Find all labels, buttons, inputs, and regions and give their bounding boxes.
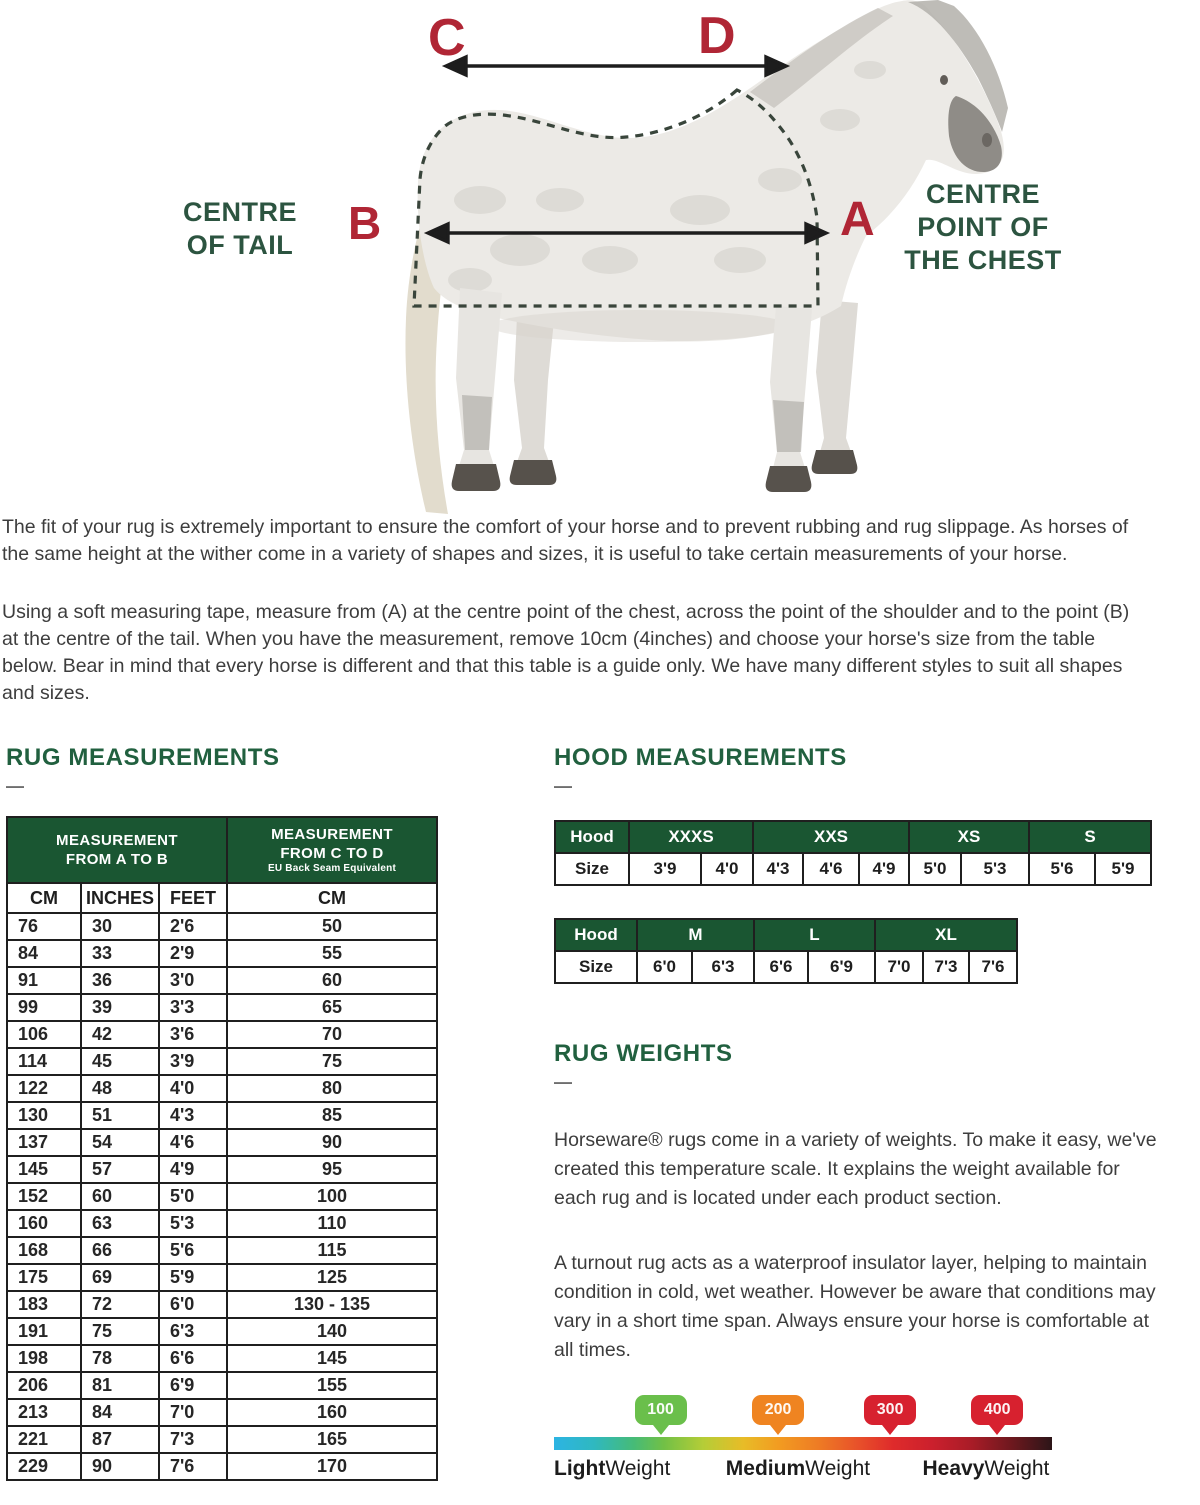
cell: 66 xyxy=(81,1237,159,1264)
scale-label-mediumweight: MediumWeight xyxy=(725,1457,871,1480)
horse-hoof xyxy=(452,464,501,491)
cell: 165 xyxy=(227,1426,437,1453)
cell: 4'9 xyxy=(159,1156,227,1183)
hood-size-value: 4'0 xyxy=(701,853,753,885)
hood-size-value: 6'0 xyxy=(637,951,692,983)
hood-size-value: 6'3 xyxy=(692,951,754,983)
table-row xyxy=(7,1210,437,1237)
cell: 175 xyxy=(7,1264,81,1291)
cell: 90 xyxy=(227,1129,437,1156)
cell: 2'9 xyxy=(159,940,227,967)
badge-pointer xyxy=(653,1425,669,1435)
hood-table-xxxs-to-s xyxy=(554,820,1152,886)
eu-back-seam-note: EU Back Seam Equivalent xyxy=(268,863,396,874)
hood-header-row xyxy=(555,821,1151,853)
cell: 60 xyxy=(227,967,437,994)
column-header-cm: CM xyxy=(7,883,81,913)
cell: 3'0 xyxy=(159,967,227,994)
cell: 100 xyxy=(227,1183,437,1210)
cell: 76 xyxy=(7,913,81,940)
table-row xyxy=(7,913,437,940)
horse-hoof xyxy=(766,466,812,492)
rug-table-group-header xyxy=(7,817,437,883)
cell: 5'9 xyxy=(159,1264,227,1291)
size-label: Size xyxy=(555,853,629,885)
column-header-inches: INCHES xyxy=(81,883,159,913)
column-header-feet: FEET xyxy=(159,883,227,913)
hood-size-value: 6'9 xyxy=(808,951,875,983)
cell: 5'6 xyxy=(159,1237,227,1264)
rug-weights-title: RUG WEIGHTS xyxy=(554,1040,733,1067)
size-label: Size xyxy=(555,951,637,983)
hood-label: Hood xyxy=(555,919,637,951)
cell: 65 xyxy=(227,994,437,1021)
cell: 145 xyxy=(7,1156,81,1183)
centre-of-tail-line1: CENTRE xyxy=(182,197,297,227)
table-row xyxy=(7,994,437,1021)
cell: 155 xyxy=(227,1372,437,1399)
scale-label-heavyweight: HeavyWeight xyxy=(922,1457,1050,1480)
hood-size-row xyxy=(555,951,1017,983)
badge-pointer xyxy=(882,1425,898,1435)
rug-weights-paragraph-2: A turnout rug acts as a waterproof insulator layer, helping to maintain condition in cold, wet weather. However be aware that conditions may vary in a short time span. Always ensure your horse is comfortable at all times. xyxy=(554,1252,1156,1361)
cell: 63 xyxy=(81,1210,159,1237)
section-dash: — xyxy=(554,1072,572,1092)
table-row xyxy=(7,1183,437,1210)
table-row xyxy=(7,1453,437,1480)
column-header-cm-2: CM xyxy=(227,883,437,913)
hood-size-value: 6'6 xyxy=(754,951,808,983)
rug-weights-paragraph-1: Horseware® rugs come in a variety of weights. To make it easy, we've created this temperature scale. It explains the weight available for each rug and is located under each product section. xyxy=(554,1129,1157,1209)
cell: 55 xyxy=(227,940,437,967)
cell: 4'3 xyxy=(159,1102,227,1129)
hood-size-value: 5'0 xyxy=(909,853,961,885)
hood-size-group-xxs: XXS xyxy=(753,821,909,853)
table-row xyxy=(7,1372,437,1399)
table-row xyxy=(7,1291,437,1318)
rug-table-body xyxy=(7,913,437,1480)
cell: 140 xyxy=(227,1318,437,1345)
cell: 70 xyxy=(227,1021,437,1048)
hood-size-value: 5'3 xyxy=(961,853,1029,885)
hood-size-value: 4'3 xyxy=(753,853,803,885)
cell: 60 xyxy=(81,1183,159,1210)
hood-size-group-xxxs: XXXS xyxy=(629,821,753,853)
hood-size-group-xs: XS xyxy=(909,821,1029,853)
hood-size-group-l: L xyxy=(754,919,875,951)
cell: 80 xyxy=(227,1075,437,1102)
cell: 183 xyxy=(7,1291,81,1318)
hood-size-group-s: S xyxy=(1029,821,1151,853)
hood-label: Hood xyxy=(555,821,629,853)
table-row xyxy=(7,940,437,967)
table-row xyxy=(7,967,437,994)
measure-point-c-label: C xyxy=(428,9,466,67)
cell: 170 xyxy=(227,1453,437,1480)
cell: 90 xyxy=(81,1453,159,1480)
cell: 6'0 xyxy=(159,1291,227,1318)
cell: 7'0 xyxy=(159,1399,227,1426)
scale-badge-300: 300 xyxy=(864,1395,916,1425)
cell: 6'9 xyxy=(159,1372,227,1399)
cell: 39 xyxy=(81,994,159,1021)
hood-size-value: 3'9 xyxy=(629,853,701,885)
hood-size-value: 7'3 xyxy=(923,951,969,983)
measure-point-d-label: D xyxy=(698,7,736,65)
rug-table-column-header xyxy=(7,883,437,913)
cell: 137 xyxy=(7,1129,81,1156)
hood-size-group-m: M xyxy=(637,919,754,951)
weight-temperature-scale xyxy=(554,1393,1054,1505)
table-row xyxy=(7,1264,437,1291)
cell: 160 xyxy=(227,1399,437,1426)
table-row xyxy=(7,1075,437,1102)
hood-size-value: 7'0 xyxy=(875,951,923,983)
hood-size-group-xl: XL xyxy=(875,919,1017,951)
cell: 95 xyxy=(227,1156,437,1183)
table-row xyxy=(7,1021,437,1048)
table-row xyxy=(7,1426,437,1453)
table-row xyxy=(7,1318,437,1345)
cell: 6'6 xyxy=(159,1345,227,1372)
cell: 191 xyxy=(7,1318,81,1345)
cell: 213 xyxy=(7,1399,81,1426)
cell: 78 xyxy=(81,1345,159,1372)
centre-of-tail-label xyxy=(156,196,324,262)
table-row xyxy=(7,1345,437,1372)
badge-pointer xyxy=(770,1425,786,1435)
hood-size-value: 4'9 xyxy=(859,853,909,885)
hood-size-row xyxy=(555,853,1151,885)
cell: 110 xyxy=(227,1210,437,1237)
cell: 3'3 xyxy=(159,994,227,1021)
group-header-a-b: MEASUREMENT FROM A TO B xyxy=(7,817,227,883)
section-dash: — xyxy=(6,776,24,796)
intro-paragraph-2: Using a soft measuring tape, measure from (A) at the centre point of the chest, across the point of the shoulder and to the point (B) at the centre of the tail. When you have the measurement, remove 10cm (4inches) and choose your horse's size from the table below. Bear in mind that every horse is different and that this table is a guide only. We have many different styles to suit all shapes and sizes. xyxy=(2,601,1130,704)
cell: 130 xyxy=(7,1102,81,1129)
cell: 57 xyxy=(81,1156,159,1183)
intro-paragraph-1: The fit of your rug is extremely important to ensure the comfort of your horse and to prevent rubbing and rug slippage. As horses of the same height at the wither come in a variety of shapes and sizes, it is useful to take certain measurements of your horse. xyxy=(2,516,1129,565)
cell: 69 xyxy=(81,1264,159,1291)
scale-badge-200: 200 xyxy=(752,1395,804,1425)
hood-table-m-to-xl xyxy=(554,918,1018,984)
hood-size-value: 5'6 xyxy=(1029,853,1095,885)
cell: 3'6 xyxy=(159,1021,227,1048)
section-dash: — xyxy=(554,776,572,796)
intro-text xyxy=(2,514,1150,738)
rug-measurements-title: RUG MEASUREMENTS xyxy=(6,744,280,771)
measure-point-a-label: A xyxy=(840,193,875,246)
hood-size-value: 4'6 xyxy=(803,853,859,885)
rug-measurements-section xyxy=(6,744,440,1481)
table-row xyxy=(7,1237,437,1264)
cell: 54 xyxy=(81,1129,159,1156)
badge-pointer xyxy=(989,1425,1005,1435)
cell: 4'6 xyxy=(159,1129,227,1156)
group-header-c-d: MEASUREMENT FROM C TO D EU Back Seam Equivalent xyxy=(227,817,437,883)
cell: 75 xyxy=(81,1318,159,1345)
cell: 130 - 135 xyxy=(227,1291,437,1318)
cell: 160 xyxy=(7,1210,81,1237)
centre-point-of-chest-label: CENTRE POINT OF THE CHEST xyxy=(904,179,1062,275)
cell: 50 xyxy=(227,913,437,940)
cell: 206 xyxy=(7,1372,81,1399)
cell: 2'6 xyxy=(159,913,227,940)
cell: 6'3 xyxy=(159,1318,227,1345)
hood-measurements-title: HOOD MEASUREMENTS xyxy=(554,744,847,771)
right-column xyxy=(554,744,1166,1505)
cell: 122 xyxy=(7,1075,81,1102)
cell: 5'0 xyxy=(159,1183,227,1210)
cell: 99 xyxy=(7,994,81,1021)
hood-measurements-section xyxy=(554,744,1166,984)
table-row xyxy=(7,1102,437,1129)
rug-weights-section xyxy=(554,1040,1166,1505)
table-row xyxy=(7,1048,437,1075)
temperature-gradient-bar xyxy=(554,1437,1052,1450)
cell: 114 xyxy=(7,1048,81,1075)
cell: 72 xyxy=(81,1291,159,1318)
lower-content xyxy=(0,740,1200,1480)
scale-label-lightweight: LightWeight xyxy=(554,1457,671,1480)
scale-badge-400: 400 xyxy=(971,1395,1023,1425)
cell: 30 xyxy=(81,913,159,940)
table-row xyxy=(7,1129,437,1156)
cell: 75 xyxy=(227,1048,437,1075)
cell: 7'3 xyxy=(159,1426,227,1453)
cell: 33 xyxy=(81,940,159,967)
cell: 84 xyxy=(7,940,81,967)
cell: 145 xyxy=(227,1345,437,1372)
horse-eye xyxy=(940,75,948,85)
cell: 45 xyxy=(81,1048,159,1075)
cell: 51 xyxy=(81,1102,159,1129)
cell: 152 xyxy=(7,1183,81,1210)
hood-header-row xyxy=(555,919,1017,951)
cell: 125 xyxy=(227,1264,437,1291)
scale-badge-100: 100 xyxy=(635,1395,687,1425)
cell: 221 xyxy=(7,1426,81,1453)
cell: 84 xyxy=(81,1399,159,1426)
cell: 3'9 xyxy=(159,1048,227,1075)
hood-size-value: 5'9 xyxy=(1095,853,1151,885)
cell: 4'0 xyxy=(159,1075,227,1102)
cell: 91 xyxy=(7,967,81,994)
table-row xyxy=(7,1156,437,1183)
rug-size-table xyxy=(6,816,438,1481)
measure-point-b-label: B xyxy=(348,197,382,249)
cell: 7'6 xyxy=(159,1453,227,1480)
hood-size-value: 7'6 xyxy=(969,951,1017,983)
cell: 48 xyxy=(81,1075,159,1102)
centre-of-tail-line2: OF TAIL xyxy=(186,230,294,260)
cell: 42 xyxy=(81,1021,159,1048)
table-row xyxy=(7,1399,437,1426)
horse-measurement-diagram xyxy=(0,0,1200,505)
cell: 87 xyxy=(81,1426,159,1453)
cell: 81 xyxy=(81,1372,159,1399)
cell: 5'3 xyxy=(159,1210,227,1237)
cell: 198 xyxy=(7,1345,81,1372)
cell: 229 xyxy=(7,1453,81,1480)
cell: 85 xyxy=(227,1102,437,1129)
cell: 168 xyxy=(7,1237,81,1264)
cell: 36 xyxy=(81,967,159,994)
cell: 106 xyxy=(7,1021,81,1048)
cell: 115 xyxy=(227,1237,437,1264)
